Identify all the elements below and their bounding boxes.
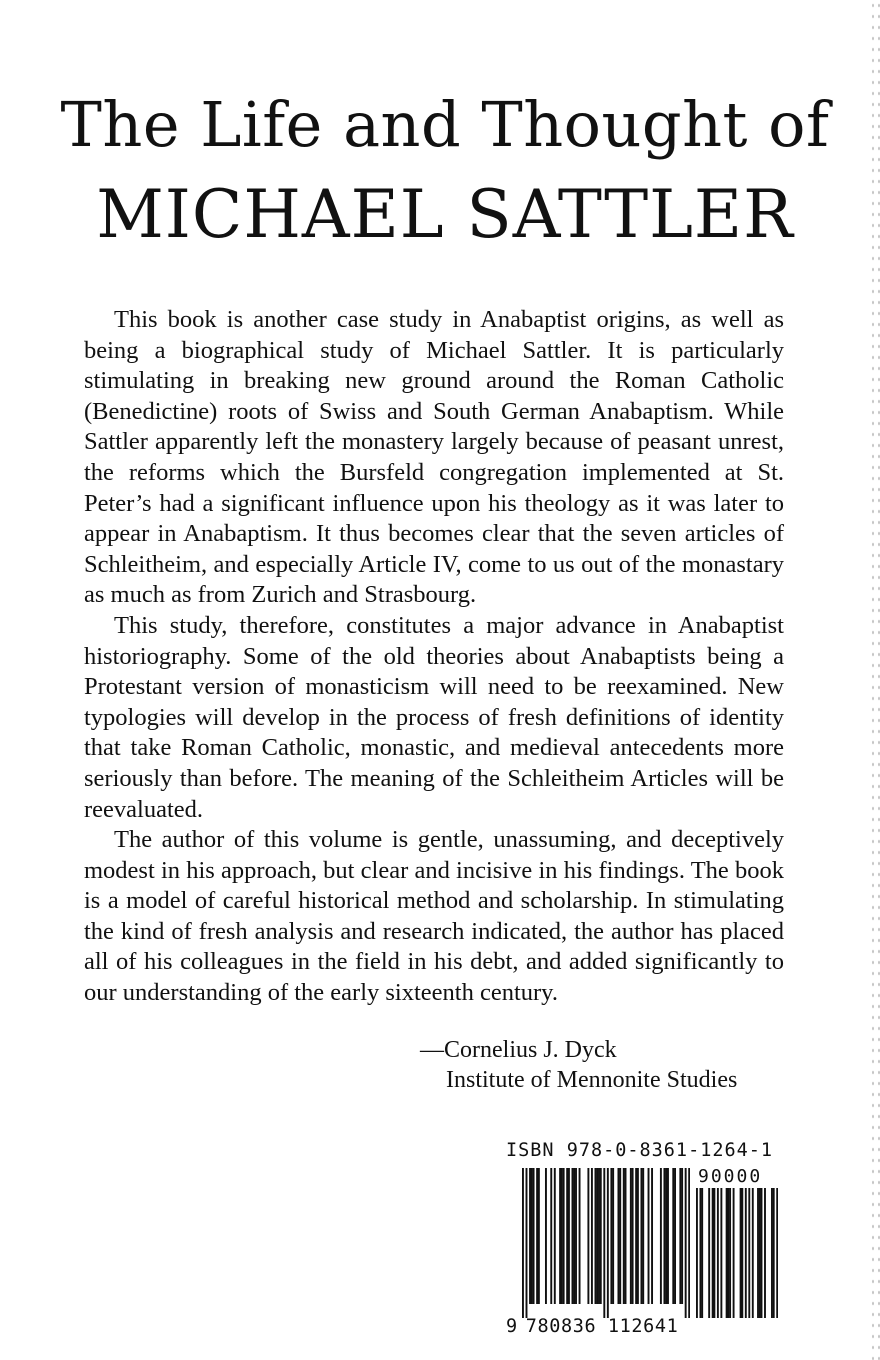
barcode-bar — [623, 1168, 625, 1304]
barcode-bar — [759, 1188, 761, 1318]
isbn-label: ISBN 978-0-8361-1264-1 — [506, 1140, 774, 1161]
barcode-bar — [776, 1188, 778, 1318]
barcode-bar — [596, 1168, 598, 1304]
barcode-bar — [642, 1168, 644, 1304]
barcode-bar — [531, 1168, 533, 1304]
title-line-1: The Life and Thought of — [60, 88, 830, 161]
barcode-bar — [603, 1168, 605, 1318]
barcode-bar — [727, 1188, 729, 1318]
barcode-area — [506, 1166, 778, 1338]
attribution-institution: Institute of Mennonite Studies — [446, 1067, 738, 1093]
barcode-bar — [696, 1188, 698, 1318]
title-line-2: MICHAEL SATTLER — [96, 176, 794, 253]
page-edge — [870, 0, 880, 1360]
barcode-bar — [757, 1188, 759, 1318]
barcode-bar — [688, 1168, 690, 1318]
barcode-bar — [660, 1168, 662, 1304]
ean-remaining-digits: 780836 112641 — [525, 1316, 679, 1337]
barcode-bar — [720, 1188, 722, 1318]
barcode-bar — [600, 1168, 602, 1304]
isbn-barcode-block — [506, 1140, 778, 1338]
barcode-bar — [665, 1168, 667, 1304]
barcode-bar — [559, 1168, 561, 1304]
barcode-bar — [572, 1168, 574, 1304]
barcode-bar — [745, 1188, 747, 1318]
barcode-bar — [630, 1168, 632, 1304]
barcode-bar — [708, 1188, 710, 1318]
barcode-bar — [773, 1188, 775, 1318]
barcode-bar — [545, 1168, 547, 1304]
barcode-bar — [651, 1168, 653, 1304]
barcode-bar — [563, 1168, 565, 1304]
barcode-bar — [573, 1168, 575, 1304]
blurb-paragraph-1: This book is another case study in Anabaptist origins, as well as being a biographical study of Michael Sattler. It is particularly stimulating in breaking new ground around the Roman Catholic (Benedictine) roots of Swiss and South German Anabaptism. While Sattler apparently left the monastery largely because of peasant unrest, the reforms which the Bursfeld congregation implemented at St. Peter’s had a significant influence upon his theology as it was later to appear in Anabaptism. It thus becomes clear that the seven articles of Schleitheim, and especially Article IV, come to us out of the monastary as much as from Zurich and Strasbourg. — [84, 306, 784, 609]
barcode-bar — [748, 1188, 750, 1318]
barcode-bar — [591, 1168, 593, 1304]
addon-barcode-image — [696, 1188, 778, 1318]
attribution-name: —Cornelius J. Dyck — [420, 1037, 617, 1063]
barcode-bar — [587, 1168, 589, 1304]
barcode-bar — [771, 1188, 773, 1318]
barcode-bar — [663, 1168, 665, 1304]
ean-digits — [506, 1316, 678, 1337]
barcode-bar — [619, 1168, 621, 1304]
barcode-bar — [699, 1188, 701, 1318]
barcode-bar — [575, 1168, 577, 1304]
blurb-text — [84, 305, 784, 1009]
barcode-bar — [681, 1168, 683, 1304]
barcode-bar — [607, 1168, 609, 1318]
barcode-bar — [685, 1168, 687, 1318]
barcode-bar — [717, 1188, 719, 1318]
barcode-bar — [610, 1168, 612, 1304]
barcode-bar — [674, 1168, 676, 1304]
barcode-bar — [729, 1188, 731, 1318]
barcode-bar — [726, 1188, 728, 1318]
barcode-bar — [529, 1168, 531, 1304]
barcode-bar — [533, 1168, 535, 1304]
barcode-bar — [526, 1168, 528, 1318]
attribution — [420, 1035, 737, 1095]
barcode-bar — [579, 1168, 581, 1304]
barcode-bar — [550, 1168, 552, 1304]
barcode-bar — [612, 1168, 614, 1304]
barcode-bar — [640, 1168, 642, 1304]
barcode-bar — [595, 1168, 597, 1304]
ean-barcode-image — [522, 1168, 690, 1318]
barcode-bar — [538, 1168, 540, 1304]
barcode-bar — [701, 1188, 703, 1318]
addon-digits: 90000 — [698, 1166, 763, 1187]
barcode-bar — [712, 1188, 714, 1318]
barcode-bar — [764, 1188, 766, 1318]
barcode-bar — [554, 1168, 556, 1304]
barcode-bar — [632, 1168, 634, 1304]
barcode-bar — [648, 1168, 650, 1304]
barcode-bar — [635, 1168, 637, 1304]
barcode-bar — [672, 1168, 674, 1304]
barcode-bar — [713, 1188, 715, 1318]
barcode-bar — [522, 1168, 524, 1318]
barcode-bar — [733, 1188, 735, 1318]
barcode-bar — [761, 1188, 763, 1318]
barcode-bar — [536, 1168, 538, 1304]
barcode-bar — [637, 1168, 639, 1304]
barcode-bar — [741, 1188, 743, 1318]
barcode-bar — [568, 1168, 570, 1304]
barcode-bar — [752, 1188, 754, 1318]
blurb-paragraph-3: The author of this volume is gentle, unassuming, and deceptively modest in his approach, but clear and incisive in his findings. The book is a model of careful historical method and scholarship. In stimulating the kind of fresh analysis and research indicated, the author has placed all of his colleagues in the field in his debt, and added significantly to our understanding of the early sixteenth century. — [84, 826, 784, 1007]
barcode-bar — [740, 1188, 742, 1318]
barcode-bar — [625, 1168, 627, 1304]
barcode-bar — [617, 1168, 619, 1304]
blurb-paragraph-2: This study, therefore, constitutes a major advance in Anabaptist historiography. Some of the old theories about Anabaptists being a Protestant version of monasticism will need to be reexamined. New typologies will develop in the process of fresh definitions of identity that take Roman Catholic, monastic, and medieval antecedents more seriously than before. The meaning of the Schleitheim Articles will be reevaluated. — [84, 611, 784, 823]
barcode-bar — [679, 1168, 681, 1304]
barcode-bar — [598, 1168, 600, 1304]
barcode-bar — [566, 1168, 568, 1304]
barcode-bar — [561, 1168, 563, 1304]
barcode-bar — [667, 1168, 669, 1304]
ean-first-digit: 9 — [506, 1316, 518, 1337]
